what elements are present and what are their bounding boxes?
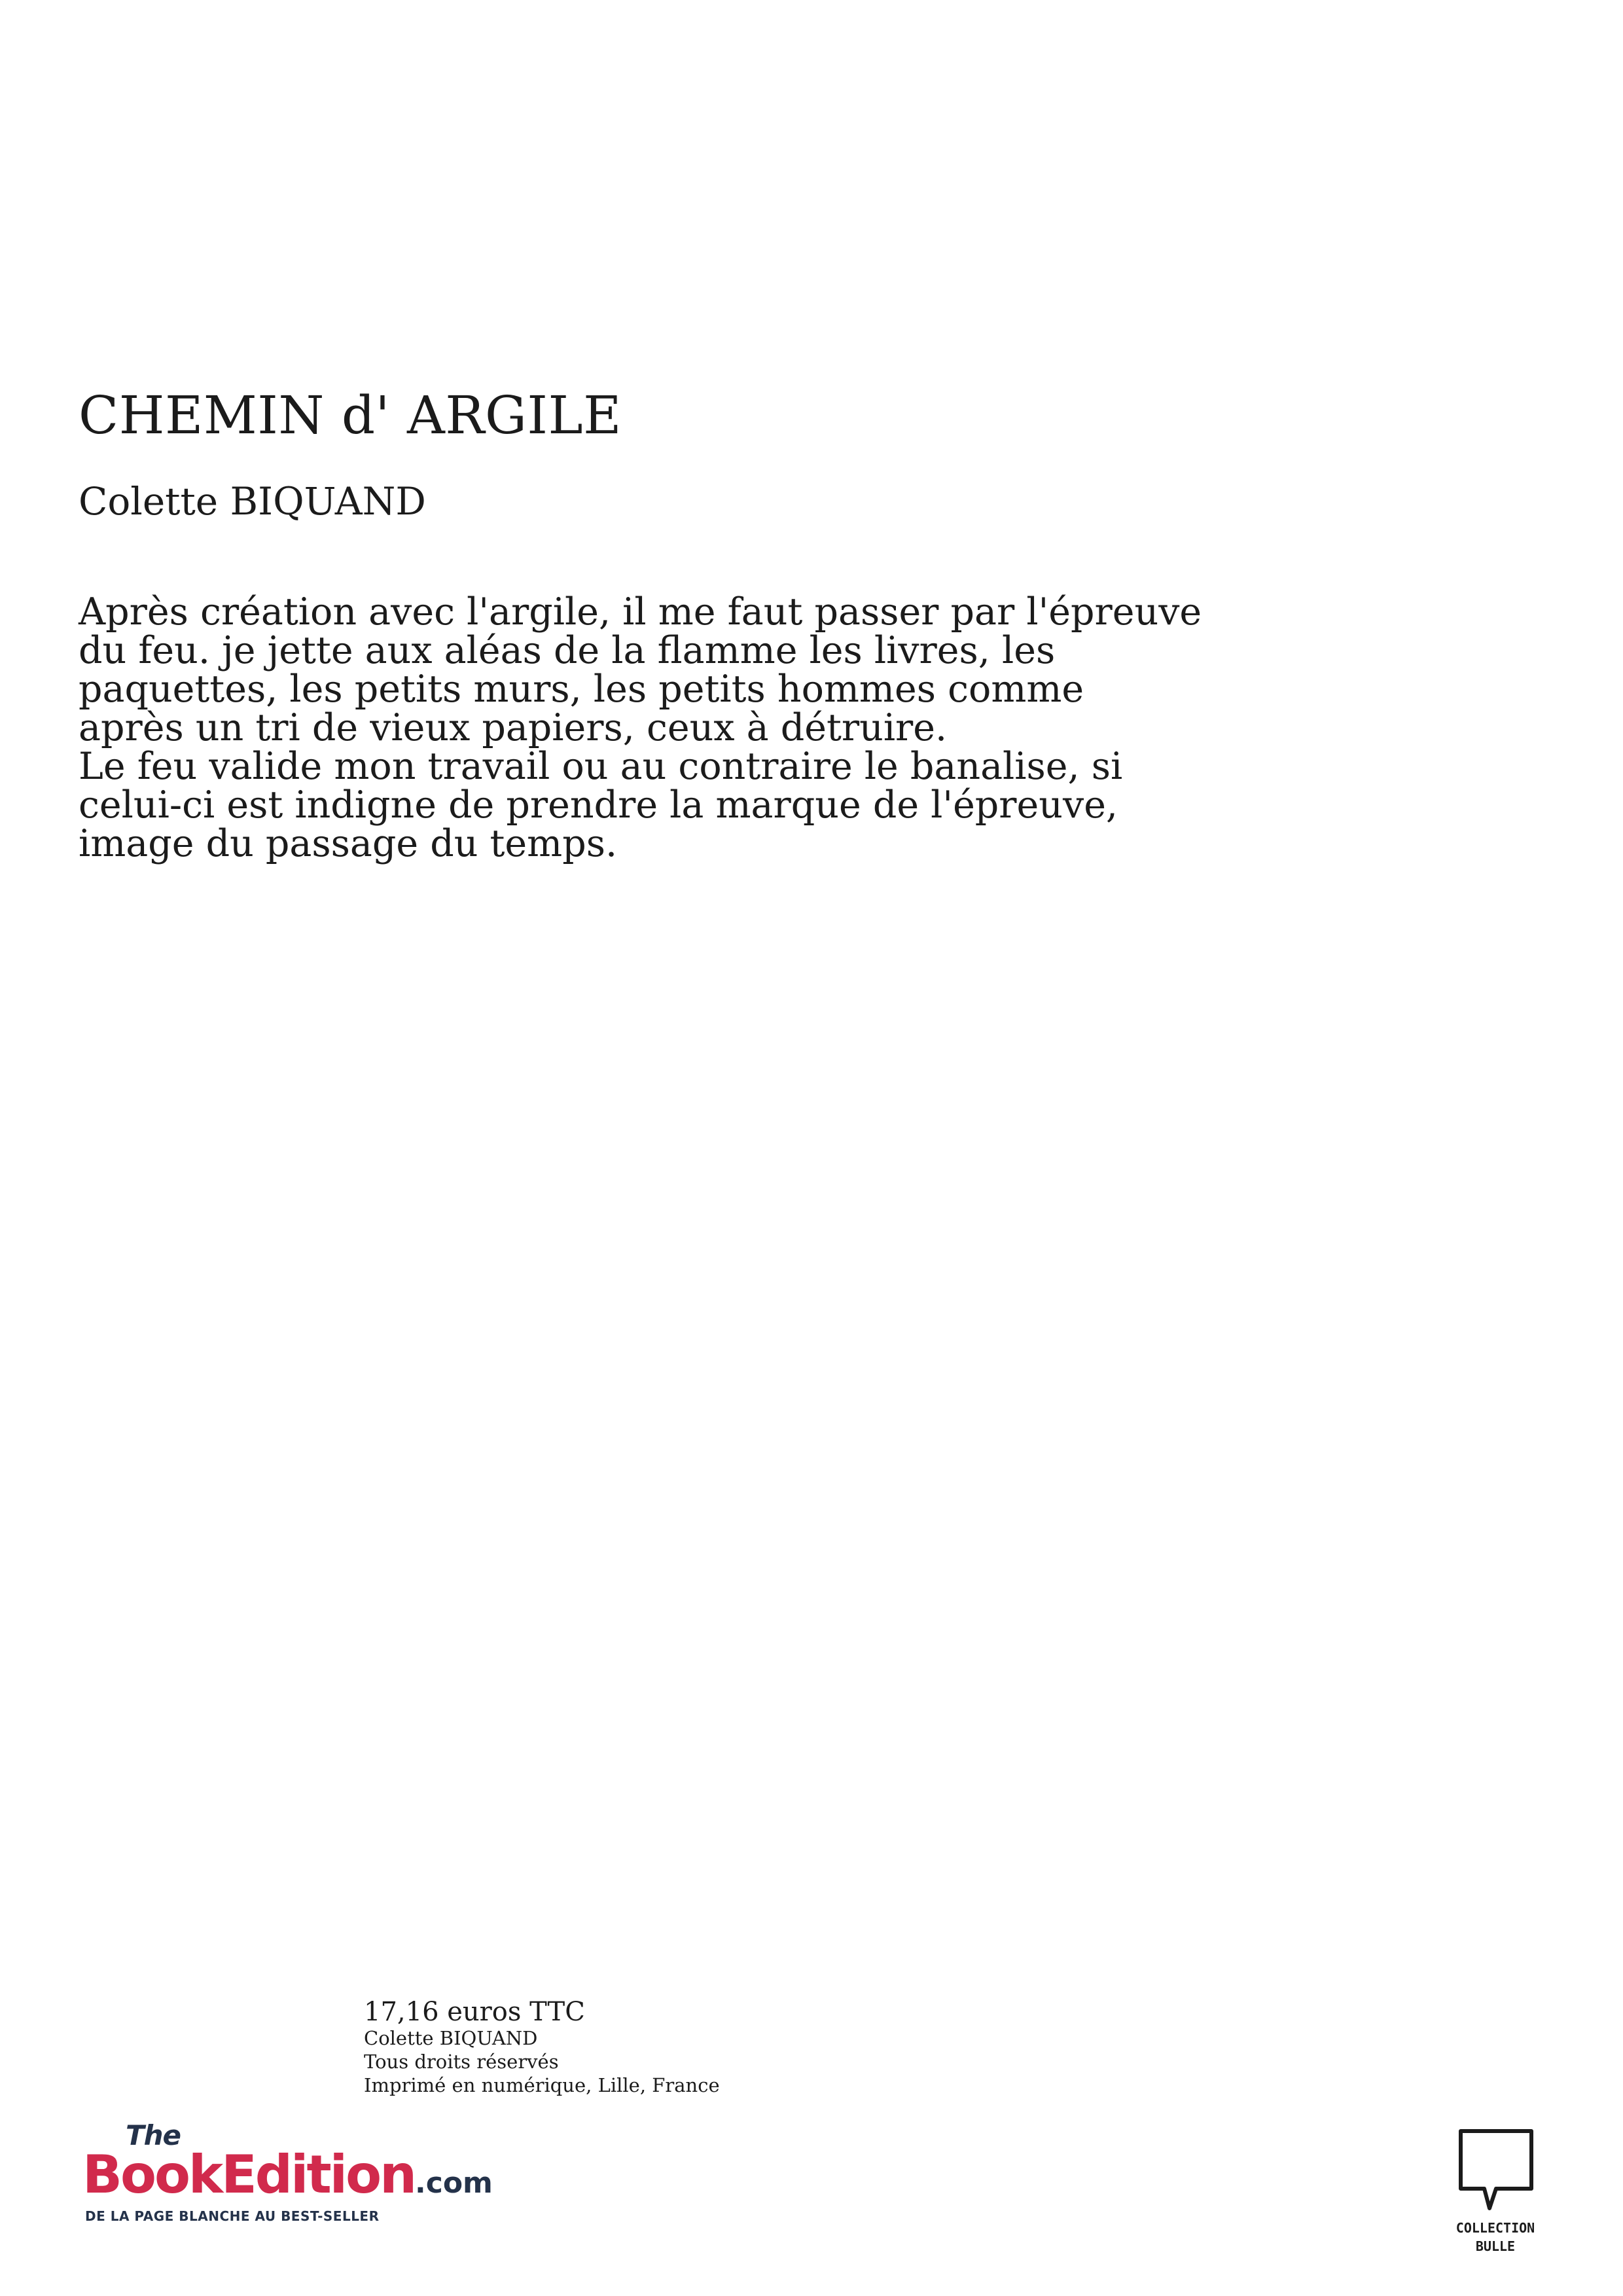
logo-domain: .com [415,2166,493,2200]
speech-bubble-icon [1457,2127,1535,2212]
synopsis-line: celui-ci est indigne de prendre la marque de l'épreuve, [79,783,1118,827]
printing-notice: Imprimé en numérique, Lille, France [364,2074,720,2096]
collection-line1: COLLECTION [1455,2220,1535,2236]
collection-name [1446,2219,1544,2255]
synopsis [79,590,1296,865]
logo-brand-name: BookEdition [82,2144,416,2205]
logo-brand [82,2144,493,2205]
book-author: Colette BIQUAND [79,479,426,524]
synopsis-line: paquettes, les petits murs, les petits hommes comme [79,668,1084,711]
synopsis-line: Le feu valide mon travail ou au contraire le banalise, si [79,745,1123,788]
collection-bulle-logo [1446,2127,1544,2265]
logo-the: The [126,2119,181,2151]
book-title: CHEMIN d' ARGILE [79,385,622,446]
bookedition-logo [82,2119,493,2237]
synopsis-line: du feu. je jette aux aléas de la flamme les livres, les [79,629,1056,672]
synopsis-line: après un tri de vieux papiers, ceux à détruire. [79,706,948,749]
colophon [364,1998,887,2097]
colophon-author: Colette BIQUAND [364,2027,538,2049]
collection-line2: BULLE [1475,2238,1516,2254]
synopsis-line: Après création avec l'argile, il me faut passer par l'épreuve [79,590,1202,634]
rights-notice: Tous droits réservés [364,2051,559,2073]
logo-tagline: DE LA PAGE BLANCHE AU BEST-SELLER [85,2208,380,2224]
price: 17,16 euros TTC [364,1997,585,2027]
synopsis-line: image du passage du temps. [79,822,618,865]
